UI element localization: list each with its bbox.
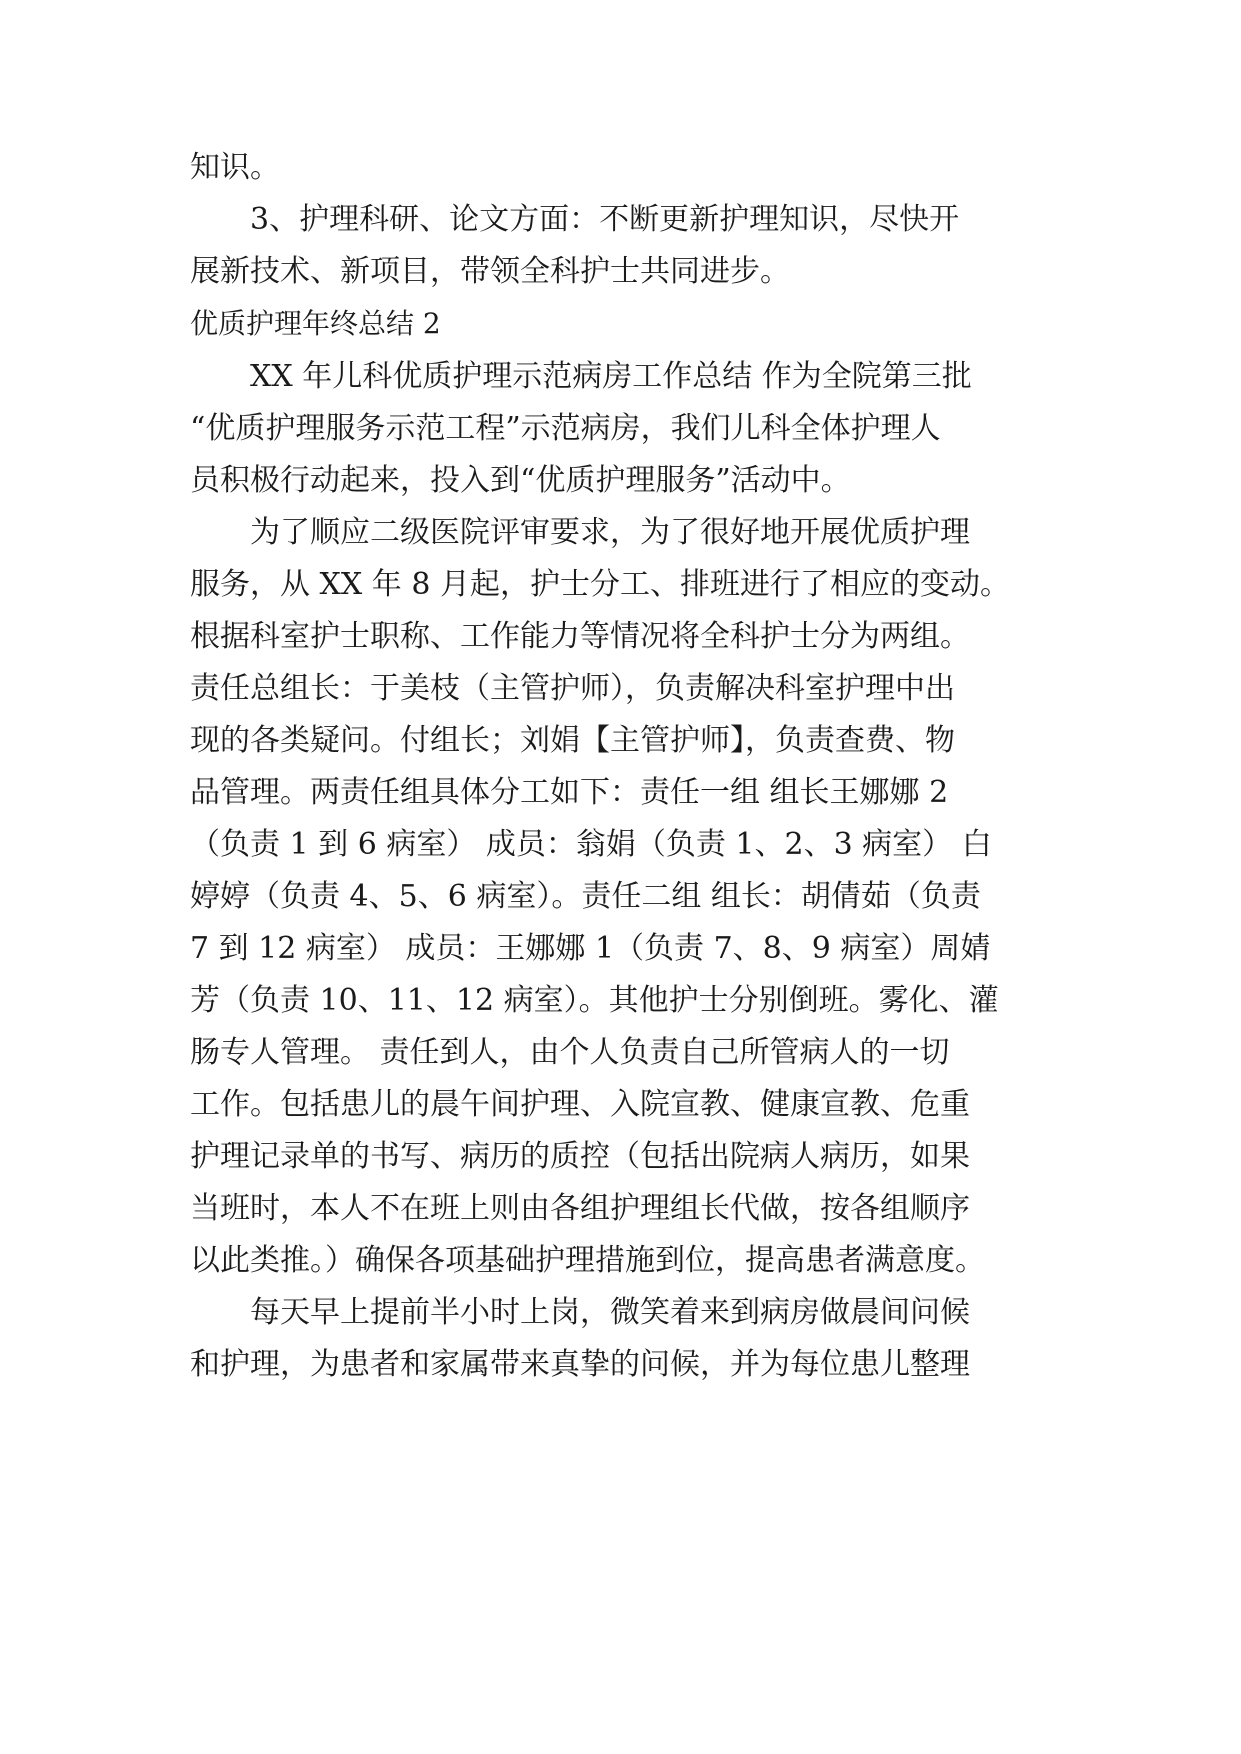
text-line: 3、护理科研、论文方面：不断更新护理知识，尽快开 bbox=[190, 202, 960, 237]
text-line: XX 年儿科优质护理示范病房工作总结 作为全院第三批 bbox=[190, 359, 972, 394]
text-line: 和护理，为患者和家属带来真挚的问候，并为每位患儿整理 bbox=[190, 1347, 970, 1382]
text-line: 工作。包括患儿的晨午间护理、入院宣教、健康宣教、危重 bbox=[190, 1087, 970, 1122]
text-line: 品管理。两责任组具体分工如下：责任一组 组长王娜娜 2 bbox=[190, 775, 949, 810]
text-line: 每天早上提前半小时上岗，微笑着来到病房做晨间问候 bbox=[190, 1295, 970, 1330]
text-line: 当班时，本人不在班上则由各组护理组长代做，按各组顺序 bbox=[190, 1191, 970, 1226]
text-line: 服务，从 XX 年 8 月起，护士分工、排班进行了相应的变动。 bbox=[190, 567, 1010, 602]
text-line: 以此类推。）确保各项基础护理措施到位，提高患者满意度。 bbox=[190, 1243, 985, 1278]
text-line: 为了顺应二级医院评审要求，为了很好地开展优质护理 bbox=[190, 515, 970, 550]
text-line: 展新技术、新项目，带领全科护士共同进步。 bbox=[190, 254, 790, 289]
text-line: 婷婷（负责 4、5、6 病室）。责任二组 组长：胡倩茹（负责 bbox=[190, 879, 981, 914]
text-line: 根据科室护士职称、工作能力等情况将全科护士分为两组。 bbox=[190, 619, 970, 654]
text-line: 7 到 12 病室） 成员：王娜娜 1（负责 7、8、9 病室）周婧 bbox=[190, 931, 991, 966]
text-line: 肠专人管理。 责任到人，由个人负责自己所管病人的一切 bbox=[190, 1035, 950, 1070]
text-line: 芳（负责 10、11、12 病室）。其他护士分别倒班。雾化、灌 bbox=[190, 983, 999, 1018]
text-line: 责任总组长：于美枝（主管护师），负责解决科室护理中出 bbox=[190, 671, 955, 706]
text-line: 现的各类疑问。付组长；刘娟【主管护师】，负责查费、物 bbox=[190, 723, 955, 758]
text-line: 护理记录单的书写、病历的质控（包括出院病人病历，如果 bbox=[190, 1139, 970, 1174]
section-heading: 优质护理年终总结 2 bbox=[190, 307, 441, 340]
text-line: 员积极行动起来，投入到“优质护理服务”活动中。 bbox=[190, 463, 851, 498]
text-line: “优质护理服务示范工程”示范病房，我们儿科全体护理人 bbox=[190, 411, 941, 446]
text-line: （负责 1 到 6 病室） 成员：翁娟（负责 1、2、3 病室） 白 bbox=[190, 827, 992, 862]
text-line: 知识。 bbox=[190, 150, 280, 185]
